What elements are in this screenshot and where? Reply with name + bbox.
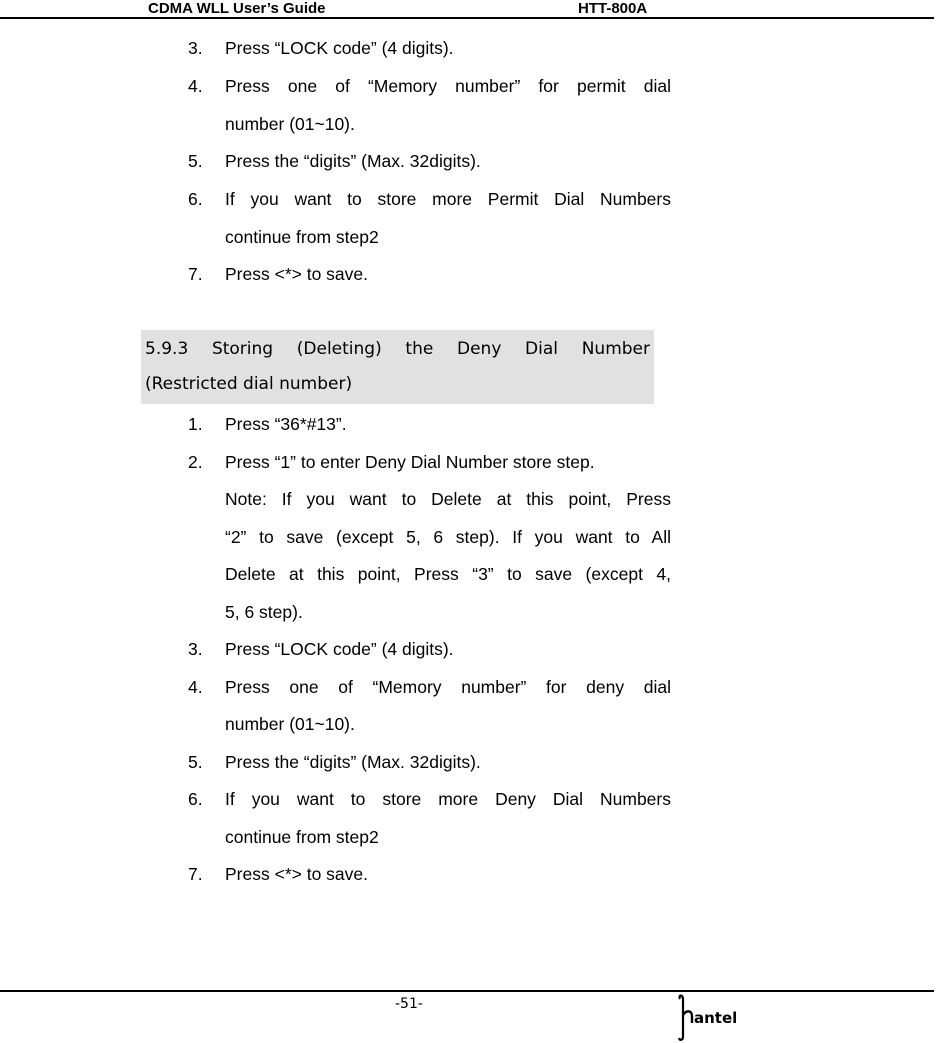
step-text: Press the “digits” (Max. 32digits). [225,151,481,171]
step-text: Press “36*#13”. [225,414,347,434]
step-text: Delete at this point, Press “3” to save (except 4, [225,564,671,584]
header-doc-title: CDMA WLL User’s Guide [148,0,326,17]
step-number: 3. [188,38,203,58]
step-number: 4. [188,677,203,697]
hantel-logo-icon [674,993,744,1041]
page-number: -51- [395,996,423,1012]
step-number: 3. [188,639,203,659]
step-text: Press “LOCK code” (4 digits). [225,639,454,659]
header-model: HTT-800A [578,0,648,17]
section-heading [141,330,654,404]
step-text: number (01~10). [225,114,355,134]
step-text: If you want to store more Permit Dial Numbers [225,189,671,209]
step-number: 6. [188,789,203,809]
header-rule [0,17,934,19]
step-text: Press <*> to save. [225,864,368,884]
step-number: 7. [188,264,203,284]
section-title-line1: 5.9.3 Storing (Deleting) the Deny Dial Number [145,339,650,359]
step-number: 5. [188,752,203,772]
step-text: Press “LOCK code” (4 digits). [225,38,454,58]
step-text: Press one of “Memory number” for deny dial [225,677,671,697]
step-text: If you want to store more Deny Dial Numbers [225,789,671,809]
step-number: 5. [188,151,203,171]
footer-rule [0,990,934,992]
step-text: Press “1” to enter Deny Dial Number store step. [225,452,595,472]
logo-text: antel [694,1009,738,1027]
step-text: continue from step2 [225,827,379,847]
step-number: 2. [188,452,203,472]
section-title-line2: (Restricted dial number) [145,374,353,394]
step-number: 4. [188,76,203,96]
step-number: 6. [188,189,203,209]
step-text: Press <*> to save. [225,264,368,284]
step-number: 7. [188,864,203,884]
step-text: 5, 6 step). [225,602,303,622]
step-text: Note: If you want to Delete at this point, Press [225,489,671,509]
step-text: number (01~10). [225,714,355,734]
step-text: continue from step2 [225,227,379,247]
step-text: Press one of “Memory number” for permit dial [225,76,671,96]
step-text: Press the “digits” (Max. 32digits). [225,752,481,772]
step-text: “2” to save (except 5, 6 step). If you want to All [225,527,671,547]
page-header [0,0,938,20]
step-number: 1. [188,414,203,434]
